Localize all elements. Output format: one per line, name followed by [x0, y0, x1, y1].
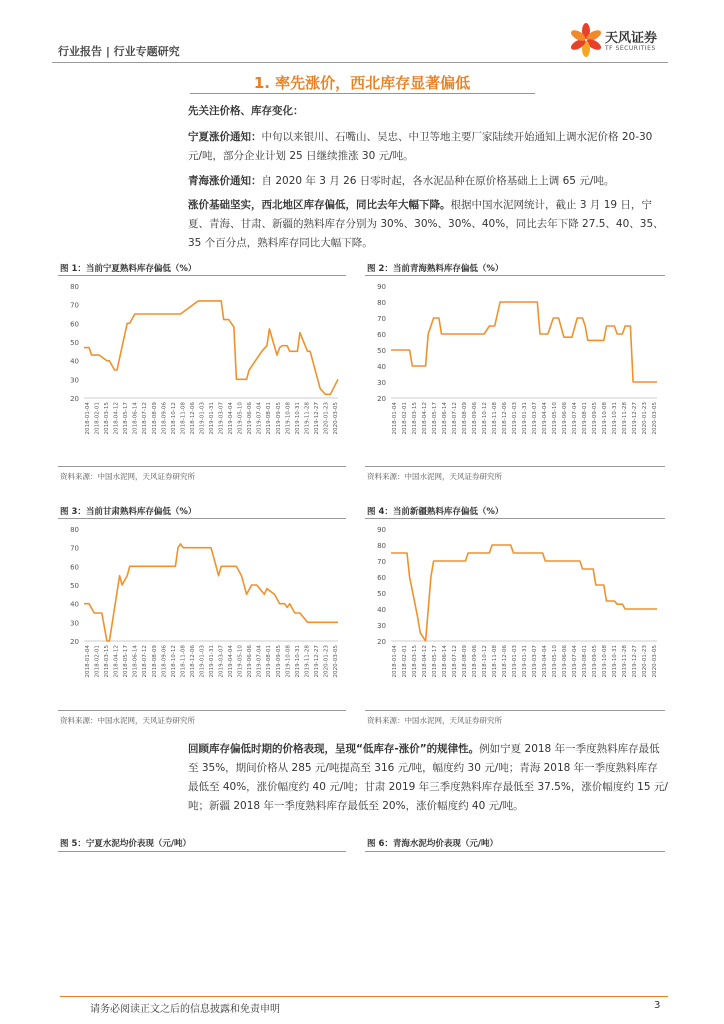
inventory-series-line	[391, 302, 657, 382]
page-number: 3	[654, 1000, 661, 1011]
inventory-text: 根据中国水泥网统计，截止 3 月 19 日，宁夏、青海、甘肃、新疆的熟料库存分别为 30%、30%、30%、40%，同比去年下降 27.5、40、35、35 个百分点，熟料库存同比大幅下降。	[188, 199, 664, 249]
chart1-source: 资料来源：中国水泥网，天风证券研究所	[60, 472, 195, 481]
x-tick-label: 2018-09-06	[472, 645, 478, 678]
y-tick-label: 30	[70, 619, 79, 628]
x-tick-label: 2019-10-08	[602, 402, 608, 435]
x-tick-label: 2020-01-23	[323, 645, 330, 678]
x-tick-label: 2018-02-01	[94, 645, 101, 678]
x-tick-label: 2020-03-05	[333, 402, 339, 435]
chart4-bottom-rule	[365, 710, 665, 711]
y-tick-label: 40	[377, 606, 386, 614]
x-tick-label: 2018-10-12	[170, 402, 177, 435]
x-tick-label: 2018-07-12	[142, 402, 149, 435]
x-tick-label: 2018-08-09	[462, 402, 468, 435]
x-tick-label: 2019-01-31	[522, 645, 528, 678]
x-tick-label: 2018-01-04	[85, 645, 91, 678]
x-tick-label: 2018-07-12	[142, 645, 149, 678]
y-tick-label: 60	[70, 563, 79, 572]
x-tick-label: 2019-03-07	[532, 402, 538, 435]
x-tick-label: 2019-01-03	[512, 402, 518, 435]
header-divider	[52, 62, 668, 63]
x-tick-label: 2018-06-14	[442, 402, 448, 435]
x-tick-label: 2020-03-05	[652, 645, 658, 678]
pattern-text: 例如宁夏 2018 年一季度熟料库存最低至 35%，期间价格从 285 元/吨提高至 316 元/吨，幅度约 30 元/吨；青海 2018 年一季度熟料库存最低至 40%，涨价幅度约 40 元/吨；甘肃 2019 年三季度熟料库存最低至 37.5%，涨价幅度约 15 元/吨；新疆 2018 年一季度熟料库存最低至 20%，涨价幅度约 40 元/吨。	[188, 743, 668, 812]
chart2-title-rule	[365, 275, 665, 276]
x-tick-label: 2018-03-15	[104, 402, 111, 435]
x-tick-label: 2019-06-06	[562, 645, 568, 678]
x-tick-label: 2018-05-17	[123, 645, 130, 678]
x-tick-label: 2020-03-05	[333, 645, 339, 678]
y-tick-label: 20	[377, 395, 386, 403]
x-tick-label: 2019-11-28	[304, 645, 311, 678]
chart3-bottom-rule	[58, 710, 346, 711]
chart2-bottom-rule	[365, 466, 665, 467]
x-tick-label: 2019-07-04	[572, 645, 578, 678]
x-tick-label: 2018-09-06	[161, 402, 168, 435]
x-tick-label: 2019-12-27	[313, 402, 320, 435]
x-tick-label: 2019-07-04	[572, 402, 578, 435]
y-tick-label: 80	[70, 526, 79, 534]
qinghai-paragraph	[188, 172, 668, 191]
x-tick-label: 2018-11-08	[492, 402, 498, 435]
y-tick-label: 70	[377, 315, 386, 323]
y-tick-label: 50	[70, 582, 79, 590]
y-tick-label: 30	[70, 376, 79, 385]
x-tick-label: 2018-02-01	[402, 645, 408, 678]
x-tick-label: 2019-11-28	[622, 645, 628, 678]
x-tick-label: 2018-03-15	[412, 645, 418, 678]
y-tick-label: 30	[377, 622, 386, 630]
brand-subtitle: TF SECURITIES	[605, 45, 656, 52]
x-tick-label: 2018-11-08	[180, 402, 187, 435]
x-tick-label: 2018-03-15	[104, 645, 111, 678]
chart1-bottom-rule	[58, 466, 346, 467]
chart4-title: 图 4：当前新疆熟料库存偏低（%）	[367, 507, 504, 517]
y-tick-label: 70	[70, 544, 79, 553]
x-tick-label: 2018-11-08	[492, 645, 498, 678]
pattern-label: 回顾库存偏低时期的价格表现，呈现“低库存-涨价”的规律性。	[188, 743, 480, 755]
x-tick-label: 2019-08-01	[582, 645, 588, 678]
x-tick-label: 2018-01-04	[392, 402, 398, 435]
x-tick-label: 2018-08-09	[151, 402, 158, 435]
chart3-title-rule	[58, 518, 346, 519]
tf-logo-icon	[566, 20, 606, 60]
x-tick-label: 2018-04-12	[113, 402, 120, 435]
x-tick-label: 2019-10-08	[285, 645, 292, 678]
x-tick-label: 2018-09-06	[161, 645, 168, 678]
x-tick-label: 2018-08-09	[151, 645, 158, 678]
chart2-title: 图 2：当前青海熟料库存偏低（%）	[367, 264, 504, 274]
chart1-ningxia-inventory	[58, 278, 346, 460]
y-tick-label: 60	[377, 331, 386, 339]
x-tick-label: 2018-06-14	[132, 402, 139, 435]
inventory-series-line	[391, 545, 657, 641]
inventory-label: 涨价基础坚实，西北地区库存偏低，同比去年大幅下降。	[188, 199, 451, 211]
chart3-title: 图 3：当前甘肃熟料库存偏低（%）	[60, 507, 197, 517]
chart6-title-rule	[365, 851, 665, 852]
x-tick-label: 2019-06-06	[247, 645, 254, 678]
x-tick-label: 2019-12-27	[632, 645, 638, 678]
y-tick-label: 40	[70, 600, 79, 609]
chart5-title: 图 5：宁夏水泥均价表现（元/吨）	[60, 839, 191, 849]
chart6-title: 图 6：青海水泥均价表现（元/吨）	[367, 839, 498, 849]
chart4-source: 资料来源：中国水泥网，天风证券研究所	[367, 716, 502, 725]
chart1-title: 图 1：当前宁夏熟料库存偏低（%）	[60, 264, 197, 274]
report-header-text: 行业报告 | 行业专题研究	[58, 45, 180, 58]
x-tick-label: 2019-06-06	[562, 402, 568, 435]
ningxia-paragraph	[188, 128, 668, 166]
x-tick-label: 2019-09-05	[592, 645, 598, 678]
x-tick-label: 2019-10-31	[612, 402, 618, 435]
y-tick-label: 80	[70, 283, 79, 291]
inventory-series-line	[84, 544, 338, 641]
x-tick-label: 2019-10-08	[285, 402, 292, 435]
x-tick-label: 2019-03-07	[218, 645, 225, 678]
x-tick-label: 2019-11-28	[304, 402, 311, 435]
ningxia-label: 宁夏涨价通知：	[188, 131, 262, 143]
x-tick-label: 2018-06-14	[442, 645, 448, 678]
x-tick-label: 2018-05-17	[432, 645, 438, 678]
y-tick-label: 30	[377, 379, 386, 387]
y-tick-label: 70	[70, 301, 79, 310]
x-tick-label: 2018-10-12	[482, 645, 488, 678]
y-tick-label: 90	[377, 526, 386, 534]
y-tick-label: 70	[377, 558, 386, 566]
chart1-title-rule	[58, 275, 346, 276]
footer-disclaimer: 请务必阅读正文之后的信息披露和免责申明	[90, 1004, 280, 1015]
y-tick-label: 60	[70, 320, 79, 329]
x-tick-label: 2018-02-01	[94, 402, 101, 435]
y-tick-label: 20	[377, 638, 386, 646]
x-tick-label: 2019-09-05	[275, 645, 282, 678]
y-tick-label: 80	[377, 542, 386, 550]
y-tick-label: 40	[70, 357, 79, 366]
x-tick-label: 2018-01-04	[85, 402, 91, 435]
y-tick-label: 20	[70, 638, 79, 646]
chart4-title-rule	[365, 518, 665, 519]
x-tick-label: 2018-08-09	[462, 645, 468, 678]
ningxia-text: 中旬以来银川、石嘴山、吴忠、中卫等地主要厂家陆续开始通知上调水泥价格 20-30 元/吨，部分企业计划 25 日继续推涨 30 元/吨。	[188, 131, 653, 162]
section-title: 1. 率先涨价，西北库存显著偏低	[253, 74, 471, 92]
x-tick-label: 2018-04-12	[422, 402, 428, 435]
x-tick-label: 2019-08-01	[266, 645, 273, 678]
section-title-underline	[190, 93, 535, 94]
x-tick-label: 2020-03-05	[652, 402, 658, 435]
x-tick-label: 2019-05-10	[552, 645, 558, 678]
x-tick-label: 2019-09-05	[275, 402, 282, 435]
pattern-paragraph	[188, 740, 668, 816]
x-tick-label: 2018-12-06	[189, 402, 196, 435]
x-tick-label: 2019-05-10	[237, 402, 244, 435]
x-tick-label: 2019-07-04	[256, 402, 263, 435]
x-tick-label: 2019-07-04	[256, 645, 263, 678]
x-tick-label: 2018-04-12	[422, 645, 428, 678]
x-tick-label: 2019-01-31	[522, 402, 528, 435]
x-tick-label: 2019-11-28	[622, 402, 628, 435]
x-tick-label: 2019-01-03	[512, 645, 518, 678]
x-tick-label: 2018-05-17	[123, 402, 130, 435]
chart2-qinghai-inventory	[365, 278, 665, 460]
x-tick-label: 2019-09-05	[592, 402, 598, 435]
x-tick-label: 2019-01-03	[199, 645, 206, 678]
x-tick-label: 2019-06-06	[247, 402, 254, 435]
x-tick-label: 2019-08-01	[266, 402, 273, 435]
x-tick-label: 2018-04-12	[113, 645, 120, 678]
intro-label: 先关注价格、库存变化：	[188, 105, 304, 117]
y-tick-label: 50	[377, 590, 386, 598]
x-tick-label: 2018-12-06	[502, 645, 508, 678]
x-tick-label: 2018-09-06	[472, 402, 478, 435]
inventory-paragraph	[188, 196, 668, 253]
x-tick-label: 2019-04-04	[542, 402, 548, 435]
y-tick-label: 80	[377, 299, 386, 307]
chart5-title-rule	[58, 851, 346, 852]
y-tick-label: 20	[70, 395, 79, 403]
x-tick-label: 2019-04-04	[228, 402, 235, 435]
x-tick-label: 2018-12-06	[502, 402, 508, 435]
x-tick-label: 2020-01-23	[642, 402, 648, 435]
chart4-xinjiang-inventory	[365, 521, 665, 703]
x-tick-label: 2019-08-01	[582, 402, 588, 435]
y-tick-label: 50	[70, 339, 79, 347]
intro-paragraph	[188, 102, 668, 121]
x-tick-label: 2019-10-31	[294, 645, 301, 678]
x-tick-label: 2018-03-15	[412, 402, 418, 435]
x-tick-label: 2019-03-07	[532, 645, 538, 678]
x-tick-label: 2019-10-31	[294, 402, 301, 435]
x-tick-label: 2019-05-10	[552, 402, 558, 435]
x-tick-label: 2018-05-17	[432, 402, 438, 435]
x-tick-label: 2018-01-04	[392, 645, 398, 678]
x-tick-label: 2019-01-31	[209, 402, 215, 435]
chart3-gansu-inventory	[58, 521, 346, 703]
x-tick-label: 2018-10-12	[482, 402, 488, 435]
x-tick-label: 2019-03-07	[218, 402, 225, 435]
chart2-source: 资料来源：中国水泥网，天风证券研究所	[367, 472, 502, 481]
y-tick-label: 50	[377, 347, 386, 355]
x-tick-label: 2019-10-31	[612, 645, 618, 678]
x-tick-label: 2019-01-03	[199, 402, 206, 435]
y-tick-label: 40	[377, 363, 386, 371]
inventory-series-line	[84, 301, 338, 394]
x-tick-label: 2018-12-06	[189, 645, 196, 678]
x-tick-label: 2019-10-08	[602, 645, 608, 678]
y-tick-label: 60	[377, 574, 386, 582]
x-tick-label: 2019-01-31	[209, 645, 215, 678]
x-tick-label: 2019-04-04	[542, 645, 548, 678]
x-tick-label: 2018-02-01	[402, 402, 408, 435]
chart3-source: 资料来源：中国水泥网，天风证券研究所	[60, 716, 195, 725]
x-tick-label: 2019-12-27	[632, 402, 638, 435]
footer-divider	[60, 996, 668, 997]
qinghai-text: 自 2020 年 3 月 26 日零时起，各水泥品种在原价格基础上上调 65 元/吨。	[261, 175, 615, 187]
brand-name: 天风证券	[605, 31, 658, 46]
x-tick-label: 2019-05-10	[237, 645, 244, 678]
y-tick-label: 90	[377, 283, 386, 291]
x-tick-label: 2019-04-04	[228, 645, 235, 678]
x-tick-label: 2018-11-08	[180, 645, 187, 678]
x-tick-label: 2019-12-27	[313, 645, 320, 678]
x-tick-label: 2020-01-23	[642, 645, 648, 678]
x-tick-label: 2018-06-14	[132, 645, 139, 678]
x-tick-label: 2018-10-12	[170, 645, 177, 678]
x-tick-label: 2018-07-12	[452, 645, 458, 678]
x-tick-label: 2020-01-23	[323, 402, 330, 435]
qinghai-label: 青海涨价通知：	[188, 175, 262, 187]
x-tick-label: 2018-07-12	[452, 402, 458, 435]
